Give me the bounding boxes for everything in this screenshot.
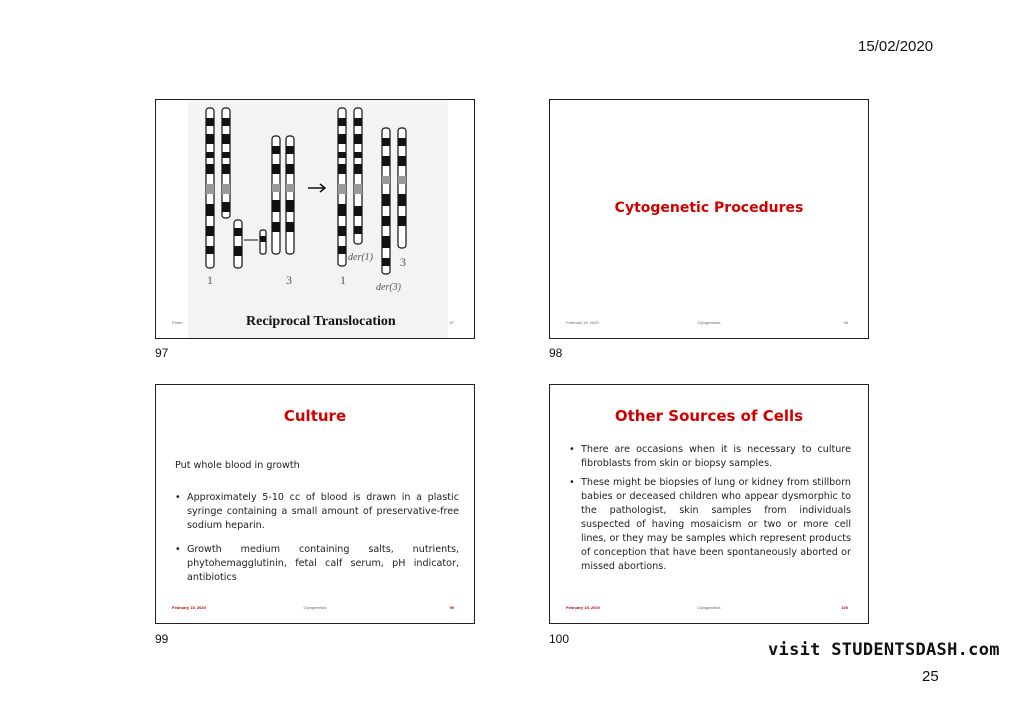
slide-title: Cytogenetic Procedures [614, 200, 804, 216]
footer-date: February 15, 2020 [566, 605, 600, 610]
footer-number: 98 [843, 320, 848, 325]
slide-number-97: 97 [155, 346, 169, 360]
bullet-list [569, 443, 851, 579]
slide-99 [155, 384, 475, 624]
footer-number: 99 [449, 605, 454, 610]
slide-number-98: 98 [549, 346, 563, 360]
page-number: 25 [922, 668, 939, 685]
slide-number-99: 99 [155, 632, 169, 646]
slide-98 [549, 99, 869, 339]
footer-date: Febru [172, 320, 183, 325]
bullet-list [175, 491, 459, 595]
slide-number-100: 100 [549, 632, 570, 646]
list-item: • There are occasions when it is necessary to culture fibroblasts from skin or biopsy samples. [569, 443, 851, 471]
hand-label-1b: 1 [340, 273, 346, 287]
chromosome-3 [244, 136, 294, 254]
chromosome-der3 [382, 128, 406, 274]
hand-label-der1: der(1) [348, 252, 373, 263]
header-date: 15/02/2020 [858, 38, 934, 55]
footer-number: 100 [841, 605, 848, 610]
slide-100 [549, 384, 869, 624]
list-item: • These might be biopsies of lung or kidney from stillborn babies or deceased children who appear dysmorphic to the pathologist, skin samples from individuals suspected of having mosaicism or two or more cell lines, or they may be samples which represent products of conception that have been spontaneously aborted or missed abortions. [569, 476, 851, 574]
slide-title: Culture [283, 407, 347, 425]
slide-97 [155, 99, 475, 339]
watermark-link[interactable]: visit STUDENTSDASH.com [768, 640, 1000, 660]
footer-title: Cytogenetics [303, 605, 327, 610]
chromosome-translocation-image [188, 100, 448, 339]
hand-label-1: 1 [207, 273, 213, 287]
hand-label-der3: der(3) [376, 282, 401, 293]
slide-footer [550, 605, 868, 615]
hand-label-3b: 3 [400, 255, 406, 269]
footer-date: February 15, 2020 [566, 320, 599, 325]
footer-date: February 15, 2020 [172, 605, 206, 610]
chromosome-der1 [338, 108, 362, 266]
slide-intro: Put whole blood in growth [175, 460, 300, 471]
chromosome-diagram [188, 100, 448, 339]
arrow-right-icon [308, 184, 325, 192]
footer-title: Cytogenetics [697, 320, 721, 325]
slide-footer [156, 320, 474, 330]
slide-footer [550, 320, 868, 330]
footer-title: Cytogenetics [697, 605, 721, 610]
slide-title: Other Sources of Cells [614, 407, 804, 425]
list-item: • Approximately 5-10 cc of blood is drawn in a plastic syringe containing a small amount of preservative-free sodium heparin. [175, 491, 459, 533]
chromosome-1 [206, 108, 242, 268]
slide-footer [156, 605, 474, 615]
footer-number: 97 [449, 320, 454, 325]
list-item: • Growth medium containing salts, nutrients, phytohemagglutinin, fetal calf serum, pH indicator, antibiotics [175, 543, 459, 585]
hand-label-3: 3 [286, 273, 292, 287]
image-caption: Reciprocal Translocation [246, 314, 396, 329]
